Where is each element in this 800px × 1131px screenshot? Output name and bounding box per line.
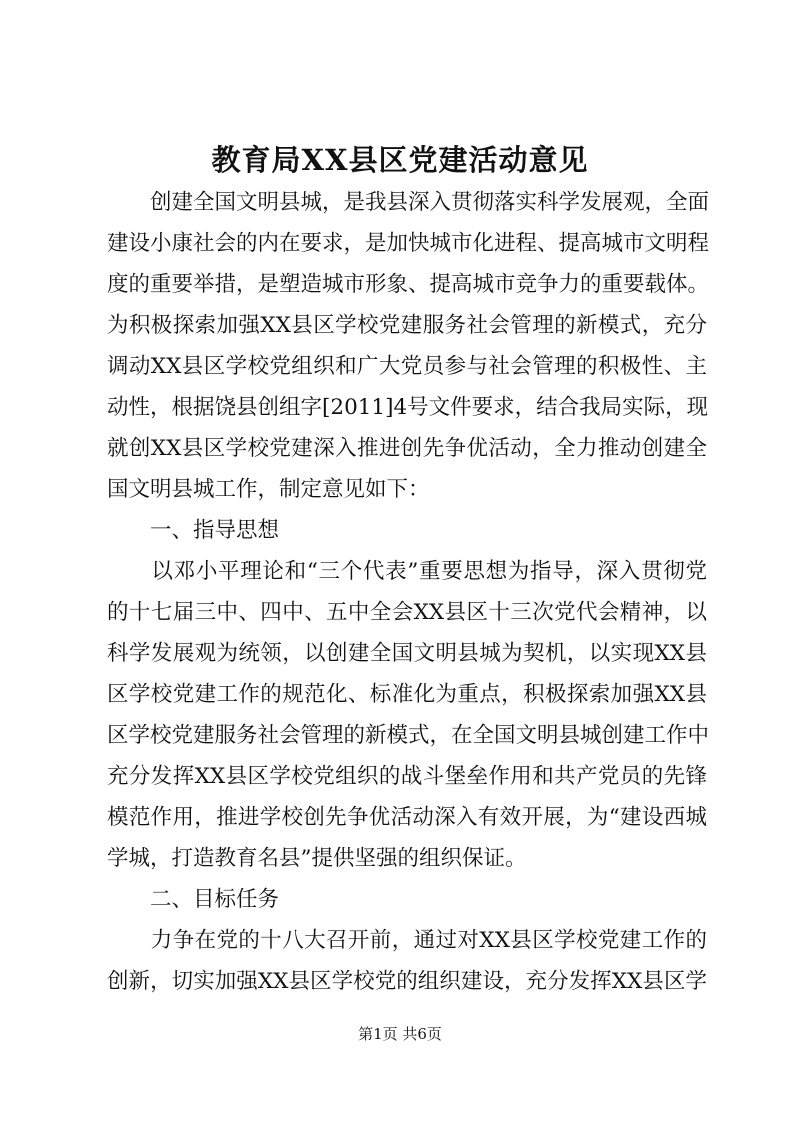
section-heading: 一、指导思想 <box>107 518 280 543</box>
body-line: 动性，根据饶县创组字[2011]4号文件要求，结合我局实际，现 <box>107 395 709 420</box>
body-line: 度的重要举措，是塑造城市形象、提高城市竞争力的重要载体。 <box>107 272 710 297</box>
body-line: 充分发挥XX县区学校党组织的战斗堡垒作用和共产党员的先锋 <box>107 764 707 789</box>
body-line: 就创XX县区学校党建深入推进创先争优活动，全力推动创建全 <box>107 436 707 461</box>
body-line: 创建全国文明县城，是我县深入贯彻落实科学发展观，全面 <box>107 190 710 215</box>
body-line: 区学校党建工作的规范化、标准化为重点，积极探索加强XX县 <box>107 682 707 707</box>
body-line: 学城，打造教育名县”提供坚强的组织保证。 <box>107 846 527 871</box>
page-number: 第1页 共6页 <box>358 1025 442 1043</box>
body-line: 创新，切实加强XX县区学校党的组织建设，充分发挥XX县区学 <box>107 969 707 994</box>
body-line: 力争在党的十八大召开前，通过对XX县区学校党建工作的 <box>107 928 707 953</box>
body-line: 调动XX县区学校党组织和广大党员参与社会管理的积极性、主 <box>107 354 707 379</box>
body-line: 模范作用，推进学校创先争优活动深入有效开展，为“建设西城 <box>107 805 707 830</box>
body-line: 区学校党建服务社会管理的新模式，在全国文明县城创建工作中 <box>107 723 710 748</box>
document-title: 教育局XX县区党建活动意见 <box>211 143 589 177</box>
body-line: 建设小康社会的内在要求，是加快城市化进程、提高城市文明程 <box>107 231 710 256</box>
body-line: 为积极探索加强XX县区学校党建服务社会管理的新模式，充分 <box>107 313 707 338</box>
body-line: 科学发展观为统领，以创建全国文明县城为契机，以实现XX县 <box>107 641 707 666</box>
body-line: 国文明县城工作，制定意见如下： <box>107 477 430 502</box>
body-line: 以邓小平理论和“三个代表”重要思想为指导，深入贯彻党 <box>107 559 707 584</box>
body-line: 的十七届三中、四中、五中全会XX县区十三次党代会精神，以 <box>107 600 707 625</box>
section-heading: 二、目标任务 <box>107 887 280 912</box>
